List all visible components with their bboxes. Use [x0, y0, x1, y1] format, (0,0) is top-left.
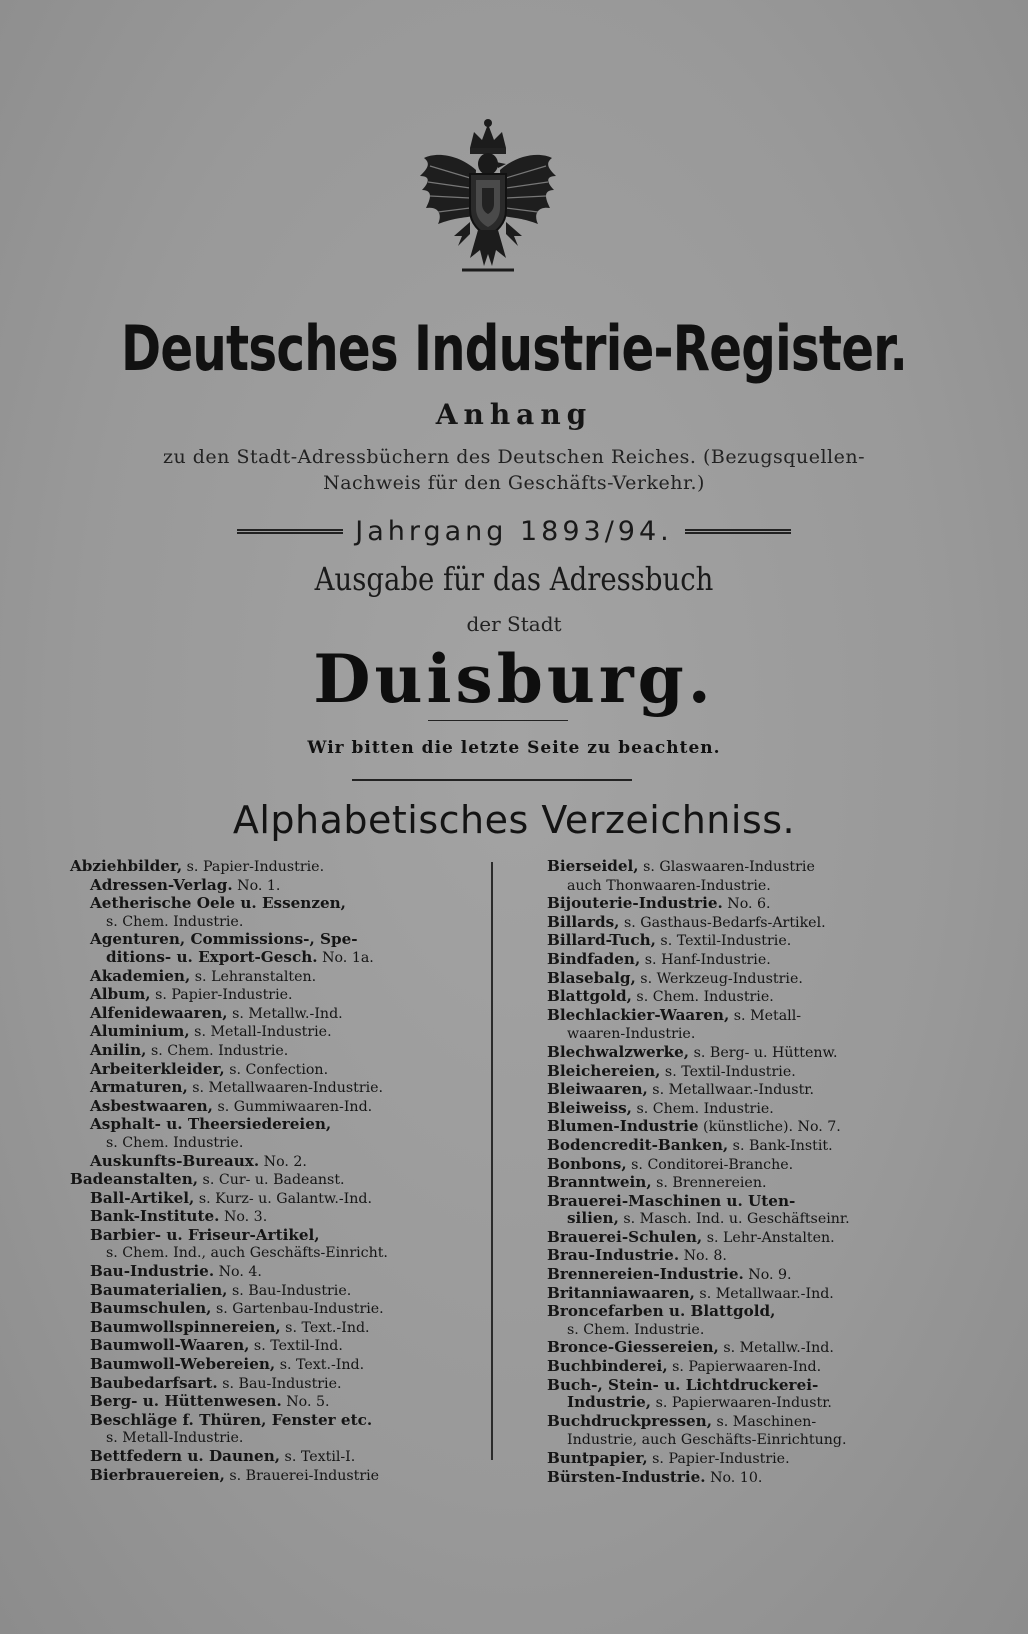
- index-term: Blattgold,: [547, 987, 632, 1006]
- index-term: Bettfedern u. Daunen,: [90, 1447, 281, 1465]
- index-reference: s. Brennereien.: [651, 1175, 767, 1192]
- index-entry: [547, 1394, 942, 1413]
- index-term: Bindfaden,: [547, 949, 641, 968]
- index-reference: s. Lehranstalten.: [190, 968, 317, 985]
- index-reference: No. 1.: [232, 877, 281, 894]
- index-entry: [547, 1247, 942, 1266]
- index-term: Brauerei-Schulen,: [547, 1227, 703, 1246]
- index-entry: [70, 1116, 470, 1134]
- double-rule-left: [237, 529, 343, 534]
- index-reference: waaren-Industrie.: [567, 1026, 696, 1043]
- index-term: Britanniawaaren,: [547, 1283, 695, 1302]
- index-entry: [70, 931, 470, 949]
- index-term: Broncefarben u. Blattgold,: [547, 1302, 776, 1321]
- index-term: Beschläge f. Thüren, Fenster etc.: [90, 1410, 373, 1429]
- index-entry: [70, 1319, 470, 1338]
- index-entry: [70, 1098, 470, 1117]
- index-reference: s. Text.-Ind.: [280, 1319, 370, 1336]
- index-entry: [70, 1061, 470, 1080]
- index-reference: No. 9.: [743, 1267, 792, 1284]
- index-reference: No. 8.: [679, 1248, 727, 1265]
- index-reference: s. Masch. Ind. u. Geschäftseinr.: [618, 1211, 850, 1228]
- index-reference: s. Chem. Industrie.: [567, 1321, 705, 1338]
- index-entry: [70, 877, 470, 896]
- index-term: Adressen-Verlag.: [90, 875, 233, 894]
- index-reference: s. Bau-Industrie.: [227, 1282, 352, 1299]
- index-entry: [70, 1244, 470, 1263]
- index-reference: s. Gummiwaaren-Ind.: [212, 1098, 373, 1115]
- index-entry: [70, 1023, 470, 1042]
- index-term: Buntpapier,: [547, 1449, 648, 1467]
- index-term: Blumen-Industrie: [547, 1117, 699, 1136]
- index-term: Asbestwaaren,: [90, 1096, 213, 1115]
- index-reference: s. Chem. Industrie.: [631, 1100, 774, 1117]
- index-reference: s. Confection.: [224, 1061, 329, 1078]
- anhang-heading: Anhang: [435, 398, 593, 431]
- index-entry: [70, 1042, 470, 1061]
- index-entry: [547, 1377, 942, 1395]
- index-entry: [547, 1100, 942, 1119]
- index-entry: [547, 1266, 942, 1285]
- index-entry: [547, 858, 942, 877]
- index-reference: s. Text.-Ind.: [275, 1357, 365, 1374]
- index-term: Asphalt- u. Theersiedereien,: [90, 1115, 332, 1134]
- subtitle-line-2: Nachweis für den Geschäfts-Verkehr.): [323, 472, 705, 494]
- index-term: Blasebalg,: [547, 968, 636, 987]
- index-reference: s. Metallw.-Ind.: [718, 1340, 834, 1357]
- index-term: Bürsten-Industrie.: [547, 1467, 706, 1486]
- index-reference: s. Cur- u. Badeanst.: [198, 1172, 345, 1189]
- index-term: Baumwollspinnereien,: [90, 1317, 281, 1336]
- index-entry: [70, 1448, 470, 1467]
- index-reference: s. Berg- u. Hüttenw.: [689, 1044, 838, 1061]
- index-entry: [547, 1025, 942, 1044]
- index-entry: [70, 968, 470, 987]
- index-reference: No. 10.: [705, 1469, 763, 1486]
- index-entry: [547, 951, 942, 970]
- index-reference: s. Papier-Industrie.: [647, 1451, 790, 1467]
- index-term: Anilin,: [90, 1040, 147, 1059]
- index-term: Armaturen,: [90, 1078, 188, 1097]
- index-entry: [70, 1356, 470, 1375]
- index-entry: [547, 895, 942, 914]
- index-entry: [70, 1467, 470, 1486]
- index-entry: [547, 1007, 942, 1026]
- index-reference: s. Papier-Industrie.: [150, 987, 293, 1004]
- column-divider: [491, 862, 493, 1460]
- index-term: Baumwoll-Waaren,: [90, 1336, 250, 1355]
- index-entry: [547, 1413, 942, 1432]
- der-stadt: der Stadt: [466, 612, 562, 636]
- index-entry: [70, 1190, 470, 1209]
- index-entry: [547, 1044, 942, 1063]
- index-term: Branntwein,: [547, 1173, 652, 1192]
- index-entry: [547, 1450, 942, 1469]
- index-term: Baumschulen,: [90, 1299, 212, 1318]
- page-title: Deutsches Industrie-Register.: [120, 312, 908, 385]
- index-term: Bijouterie-Industrie.: [547, 894, 723, 913]
- imperial-eagle-emblem: [418, 118, 558, 276]
- index-entry: [70, 1134, 470, 1153]
- index-term: Bierseidel,: [547, 857, 639, 875]
- jahrgang-row: [0, 516, 1028, 550]
- index-column-right: [547, 858, 942, 1487]
- index-term: Buchdruckpressen,: [547, 1411, 712, 1430]
- index-entry: [70, 1282, 470, 1301]
- index-reference: No. 4.: [214, 1264, 262, 1281]
- index-entry: [547, 970, 942, 989]
- index-reference: s. Metallwaar.-Industr.: [647, 1082, 815, 1099]
- index-reference: s. Glaswaaren-Industrie: [638, 859, 815, 875]
- index-reference: s. Hanf-Industrie.: [640, 951, 771, 968]
- index-entry: [547, 1210, 942, 1229]
- index-reference: s. Textil-I.: [280, 1449, 356, 1465]
- index-entry: [547, 932, 942, 951]
- index-entry: [547, 1081, 942, 1100]
- index-term: Bank-Institute.: [90, 1207, 220, 1226]
- index-term: silien,: [567, 1209, 619, 1228]
- index-reference: s. Lehr-Anstalten.: [702, 1229, 835, 1246]
- index-entry: [70, 1412, 470, 1430]
- index-term: Baumwoll-Webereien,: [90, 1355, 276, 1374]
- subtitle-line-1: zu den Stadt-Adressbüchern des Deutschen Reiches. (Bezugsquellen-: [162, 446, 865, 468]
- index-entry: [70, 858, 470, 877]
- divider-long: [352, 779, 632, 781]
- index-term: Bierbrauereien,: [90, 1465, 225, 1484]
- index-reference: s. Werkzeug-Industrie.: [635, 970, 803, 987]
- index-reference: s. Metallwaaren-Industrie.: [187, 1080, 384, 1097]
- index-entry: [70, 1079, 470, 1098]
- index-term: Auskunfts-Bureaux.: [90, 1151, 260, 1170]
- index-entry: [547, 1303, 942, 1321]
- index-term: Brennereien-Industrie.: [547, 1265, 744, 1284]
- index-reference: auch Thonwaaren-Industrie.: [567, 877, 771, 894]
- subtitle: [0, 444, 1028, 496]
- index-entry: [547, 988, 942, 1007]
- index-reference: s. Papier-Industrie.: [182, 859, 325, 875]
- city-name: Duisburg.: [313, 640, 715, 718]
- index-term: Album,: [90, 985, 151, 1004]
- index-reference: Industrie, auch Geschäfts-Einrichtung.: [567, 1432, 847, 1449]
- index-reference: No. 1a.: [317, 949, 374, 966]
- index-entry: [547, 1469, 942, 1488]
- index-reference: s. Chem. Industrie.: [631, 989, 774, 1006]
- index-entry: [547, 1229, 942, 1248]
- index-term: Bronce-Giessereien,: [547, 1338, 719, 1357]
- index-term: Berg- u. Hüttenwesen.: [90, 1392, 282, 1411]
- index-reference: s. Metall-Industrie.: [189, 1024, 332, 1041]
- index-reference: s. Gartenbau-Industrie.: [211, 1301, 384, 1318]
- index-term: Aetherische Oele u. Essenzen,: [90, 894, 346, 913]
- index-term: Badeanstalten,: [70, 1170, 199, 1189]
- index-entry: [547, 1431, 942, 1450]
- index-entry: [70, 1208, 470, 1227]
- index-entry: [70, 1393, 470, 1412]
- index-reference: s. Papierwaaren-Ind.: [667, 1359, 822, 1376]
- index-reference: s. Metallw.-Ind.: [227, 1005, 343, 1022]
- index-entry: [70, 1300, 470, 1319]
- index-term: Baumaterialien,: [90, 1280, 228, 1299]
- index-term: Buchbinderei,: [547, 1357, 668, 1376]
- index-entry: [547, 1063, 942, 1082]
- index-entry: [547, 914, 942, 933]
- index-reference: s. Chem. Industrie.: [146, 1042, 289, 1059]
- divider-short: [428, 720, 568, 721]
- index-term: Industrie,: [567, 1393, 652, 1412]
- index-term: Blechlackier-Waaren,: [547, 1005, 730, 1024]
- index-term: Abziehbilder,: [70, 857, 183, 875]
- index-term: Billards,: [547, 912, 620, 931]
- index-term: Aluminium,: [90, 1022, 190, 1041]
- index-reference: s. Textil-Ind.: [249, 1338, 343, 1355]
- index-reference: s. Bau-Industrie.: [217, 1375, 342, 1392]
- index-reference: s. Metallwaar.-Ind.: [694, 1285, 834, 1302]
- index-entry: [547, 1137, 942, 1156]
- index-term: Akademien,: [90, 966, 191, 985]
- index-entry: [547, 1358, 942, 1377]
- index-reference: s. Gasthaus-Bedarfs-Artikel.: [619, 914, 826, 931]
- index-term: Bodencredit-Banken,: [547, 1135, 729, 1154]
- notice: Wir bitten die letzte Seite zu beachten.: [307, 738, 721, 758]
- index-reference: No. 6.: [722, 896, 771, 913]
- index-reference: s. Papierwaaren-Industr.: [651, 1395, 832, 1412]
- index-reference: (künstliche). No. 7.: [698, 1119, 841, 1136]
- ausgabe-line: Ausgabe für das Adressbuch: [314, 560, 714, 598]
- index-term: Bau-Industrie.: [90, 1262, 215, 1281]
- index-reference: s. Metall-Industrie.: [106, 1430, 244, 1447]
- index-entry: [70, 986, 470, 1005]
- index-reference: No. 2.: [259, 1153, 307, 1170]
- index-reference: s. Maschinen-: [711, 1413, 817, 1430]
- index-entry: [70, 1153, 470, 1172]
- index-entry: [547, 1174, 942, 1193]
- index-term: Bleiweiss,: [547, 1098, 632, 1117]
- index-reference: No. 3.: [219, 1209, 268, 1226]
- jahrgang: Jahrgang 1893/94.: [355, 516, 673, 547]
- index-column-left: [70, 858, 470, 1485]
- index-reference: s. Kurz- u. Galantw.-Ind.: [194, 1190, 373, 1207]
- index-reference: s. Bank-Instit.: [728, 1137, 833, 1154]
- index-term: Barbier- u. Friseur-Artikel,: [90, 1225, 320, 1244]
- index-term: Bonbons,: [547, 1154, 627, 1173]
- index-reference: s. Textil-Industrie.: [660, 1063, 796, 1080]
- index-entry: [70, 1227, 470, 1245]
- index-entry: [547, 877, 942, 896]
- index-entry: [70, 895, 470, 913]
- index-reference: s. Chem. Ind., auch Geschäfts-Einricht.: [106, 1245, 388, 1262]
- index-reference: s. Chem. Industrie.: [106, 1134, 244, 1151]
- index-entry: [70, 1375, 470, 1394]
- index-entry: [547, 1285, 942, 1304]
- index-term: Blechwalzwerke,: [547, 1042, 690, 1061]
- index-entry: [70, 1005, 470, 1024]
- index-term: Arbeiterkleider,: [90, 1059, 225, 1078]
- index-entry: [70, 1337, 470, 1356]
- index-term: Billard-Tuch,: [547, 931, 656, 950]
- index-entry: [70, 1429, 470, 1448]
- index-reference: s. Metall-: [729, 1007, 802, 1024]
- index-entry: [547, 1156, 942, 1175]
- index-entry: [70, 949, 470, 968]
- index-entry: [547, 1118, 942, 1137]
- index-reference: s. Brauerei-Industrie: [224, 1467, 380, 1484]
- index-entry: [70, 1171, 470, 1190]
- index-entry: [547, 1193, 942, 1211]
- index-term: Brauerei-Maschinen u. Uten-: [547, 1191, 796, 1210]
- index-entry: [70, 1263, 470, 1282]
- index-term: Buch-, Stein- u. Lichtdruckerei-: [547, 1375, 819, 1394]
- index-term: Bleiwaaren,: [547, 1080, 648, 1099]
- index-entry: [547, 1339, 942, 1358]
- index-term: Brau-Industrie.: [547, 1246, 680, 1265]
- index-entry: [70, 913, 470, 932]
- index-reference: s. Textil-Industrie.: [655, 933, 792, 950]
- index-term: Agenturen, Commissions-, Spe-: [90, 930, 358, 949]
- index-heading: Alphabetisches Verzeichniss.: [232, 798, 796, 842]
- index-reference: No. 5.: [281, 1394, 330, 1411]
- index-reference: s. Conditorei-Branche.: [626, 1156, 794, 1173]
- index-term: Baubedarfsart.: [90, 1373, 218, 1392]
- index-reference: s. Chem. Industrie.: [106, 913, 244, 930]
- index-term: Alfenidewaaren,: [90, 1003, 228, 1022]
- index-term: ditions- u. Export-Gesch.: [106, 947, 318, 966]
- index-term: Bleichereien,: [547, 1061, 661, 1080]
- index-entry: [547, 1321, 942, 1340]
- double-rule-right: [685, 529, 791, 534]
- index-term: Ball-Artikel,: [90, 1188, 195, 1207]
